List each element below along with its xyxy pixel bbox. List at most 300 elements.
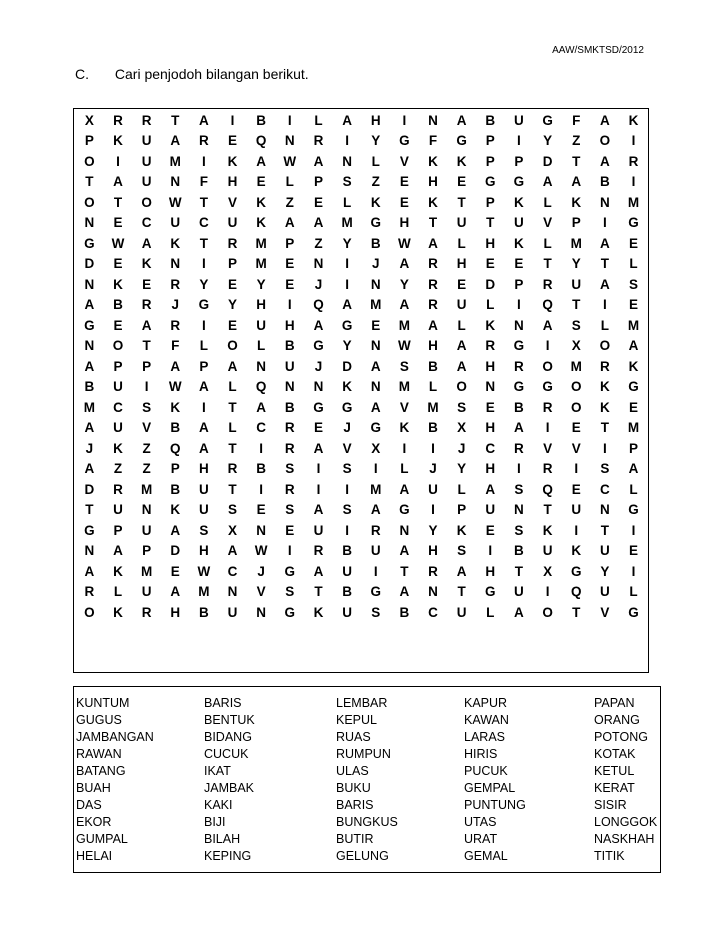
grid-letter[interactable]: Q bbox=[570, 584, 582, 600]
grid-letter[interactable]: K bbox=[542, 522, 553, 538]
grid-letter[interactable]: I bbox=[287, 543, 292, 559]
grid-letter[interactable]: G bbox=[84, 317, 95, 333]
grid-letter[interactable]: K bbox=[170, 235, 181, 251]
grid-letter[interactable]: G bbox=[84, 235, 95, 251]
grid-letter[interactable]: R bbox=[313, 133, 324, 149]
grid-letter[interactable]: T bbox=[457, 194, 466, 210]
grid-letter[interactable]: S bbox=[514, 522, 524, 538]
grid-letter[interactable]: Y bbox=[543, 133, 553, 149]
grid-letter[interactable]: K bbox=[113, 133, 123, 149]
grid-letter[interactable]: N bbox=[84, 276, 95, 292]
grid-letter[interactable]: R bbox=[428, 256, 438, 272]
grid-letter[interactable]: B bbox=[84, 379, 95, 395]
grid-letter[interactable]: A bbox=[313, 153, 324, 169]
grid-letter[interactable]: A bbox=[113, 543, 123, 559]
grid-letter[interactable]: Z bbox=[285, 194, 294, 210]
grid-letter[interactable]: S bbox=[342, 502, 352, 518]
grid-letter[interactable]: U bbox=[141, 174, 152, 190]
grid-letter[interactable]: R bbox=[227, 461, 238, 477]
grid-letter[interactable]: A bbox=[342, 112, 352, 128]
grid-letter[interactable]: A bbox=[199, 440, 209, 456]
grid-letter[interactable]: H bbox=[428, 338, 438, 354]
grid-letter[interactable]: X bbox=[371, 440, 381, 456]
grid-letter[interactable]: D bbox=[84, 256, 95, 272]
grid-letter[interactable]: K bbox=[342, 379, 352, 395]
grid-letter[interactable]: T bbox=[142, 338, 151, 354]
grid-letter[interactable]: K bbox=[599, 379, 610, 395]
grid-letter[interactable]: M bbox=[255, 256, 267, 272]
grid-letter[interactable]: H bbox=[399, 215, 410, 231]
grid-letter[interactable]: P bbox=[199, 358, 209, 374]
grid-letter[interactable]: I bbox=[345, 256, 349, 272]
grid-letter[interactable]: T bbox=[600, 522, 609, 538]
grid-letter[interactable]: R bbox=[514, 358, 524, 374]
grid-letter[interactable]: E bbox=[514, 256, 524, 272]
grid-letter[interactable]: G bbox=[628, 604, 639, 620]
grid-letter[interactable]: B bbox=[170, 481, 181, 497]
grid-letter[interactable]: U bbox=[485, 502, 496, 518]
grid-letter[interactable]: I bbox=[202, 153, 206, 169]
grid-letter[interactable]: C bbox=[599, 481, 610, 497]
grid-letter[interactable]: A bbox=[313, 440, 324, 456]
grid-letter[interactable]: I bbox=[517, 461, 521, 477]
grid-letter[interactable]: V bbox=[571, 440, 581, 456]
grid-letter[interactable]: V bbox=[142, 420, 152, 436]
grid-letter[interactable]: N bbox=[256, 522, 267, 538]
grid-letter[interactable]: C bbox=[113, 399, 123, 415]
grid-letter[interactable]: D bbox=[542, 153, 553, 169]
grid-letter[interactable]: G bbox=[313, 338, 324, 354]
grid-letter[interactable]: H bbox=[428, 174, 438, 190]
grid-letter[interactable]: E bbox=[228, 133, 238, 149]
grid-letter[interactable]: A bbox=[428, 317, 438, 333]
grid-letter[interactable]: K bbox=[571, 194, 582, 210]
grid-letter[interactable]: T bbox=[171, 112, 180, 128]
grid-letter[interactable]: U bbox=[227, 215, 238, 231]
grid-letter[interactable]: Z bbox=[572, 133, 581, 149]
grid-letter[interactable]: I bbox=[431, 502, 435, 518]
grid-letter[interactable]: A bbox=[227, 543, 238, 559]
grid-letter[interactable]: N bbox=[485, 379, 496, 395]
grid-letter[interactable]: S bbox=[342, 461, 352, 477]
grid-letter[interactable]: T bbox=[457, 584, 466, 600]
grid-letter[interactable]: X bbox=[571, 338, 581, 354]
grid-letter[interactable]: U bbox=[456, 297, 467, 313]
grid-letter[interactable]: E bbox=[399, 174, 409, 190]
grid-letter[interactable]: R bbox=[428, 276, 438, 292]
grid-letter[interactable]: M bbox=[398, 379, 410, 395]
grid-letter[interactable]: H bbox=[284, 317, 295, 333]
grid-letter[interactable]: O bbox=[599, 338, 611, 354]
grid-letter[interactable]: E bbox=[571, 420, 581, 436]
grid-letter[interactable]: E bbox=[285, 276, 295, 292]
grid-letter[interactable]: E bbox=[228, 276, 238, 292]
grid-letter[interactable]: U bbox=[342, 604, 352, 620]
grid-letter[interactable]: V bbox=[342, 440, 352, 456]
grid-letter[interactable]: A bbox=[284, 215, 295, 231]
grid-letter[interactable]: I bbox=[373, 563, 378, 579]
grid-letter[interactable]: G bbox=[284, 604, 296, 620]
grid-letter[interactable]: E bbox=[285, 256, 295, 272]
grid-letter[interactable]: I bbox=[202, 256, 206, 272]
grid-letter[interactable]: I bbox=[602, 215, 607, 231]
grid-letter[interactable]: K bbox=[628, 112, 639, 128]
grid-letter[interactable]: R bbox=[199, 133, 209, 149]
grid-letter[interactable]: M bbox=[140, 481, 153, 497]
grid-letter[interactable]: J bbox=[257, 563, 265, 579]
grid-letter[interactable]: G bbox=[628, 502, 639, 518]
grid-letter[interactable]: I bbox=[631, 133, 636, 149]
grid-letter[interactable]: G bbox=[628, 379, 639, 395]
grid-letter[interactable]: I bbox=[316, 481, 321, 497]
grid-letter[interactable]: K bbox=[428, 194, 438, 210]
grid-letter[interactable]: I bbox=[545, 338, 550, 354]
grid-letter[interactable]: L bbox=[428, 379, 438, 395]
grid-letter[interactable]: U bbox=[514, 112, 524, 128]
grid-letter[interactable]: A bbox=[514, 604, 524, 620]
grid-letter[interactable]: W bbox=[254, 543, 268, 559]
grid-letter[interactable]: R bbox=[485, 338, 496, 354]
grid-letter[interactable]: A bbox=[599, 112, 610, 128]
grid-letter[interactable]: L bbox=[199, 338, 208, 354]
grid-letter[interactable]: U bbox=[199, 502, 209, 518]
grid-letter[interactable]: M bbox=[570, 235, 582, 251]
grid-letter[interactable]: K bbox=[399, 420, 410, 436]
grid-letter[interactable]: L bbox=[342, 194, 352, 210]
grid-letter[interactable]: B bbox=[399, 604, 410, 620]
grid-letter[interactable]: U bbox=[313, 522, 324, 538]
grid-letter[interactable]: P bbox=[571, 215, 581, 231]
grid-letter[interactable]: K bbox=[514, 235, 524, 251]
grid-letter[interactable]: I bbox=[345, 133, 349, 149]
grid-letter[interactable]: B bbox=[256, 112, 267, 128]
grid-letter[interactable]: I bbox=[259, 440, 264, 456]
grid-letter[interactable]: S bbox=[457, 543, 467, 559]
grid-letter[interactable]: G bbox=[198, 297, 210, 313]
grid-letter[interactable]: A bbox=[84, 461, 95, 477]
grid-letter[interactable]: E bbox=[142, 276, 152, 292]
grid-letter[interactable]: T bbox=[543, 256, 552, 272]
grid-letter[interactable]: P bbox=[485, 194, 495, 210]
grid-letter[interactable]: E bbox=[628, 297, 638, 313]
grid-letter[interactable]: N bbox=[313, 379, 324, 395]
grid-letter[interactable]: B bbox=[342, 584, 352, 600]
grid-letter[interactable]: Q bbox=[542, 297, 553, 313]
grid-letter[interactable]: A bbox=[399, 256, 410, 272]
grid-letter[interactable]: R bbox=[284, 420, 295, 436]
grid-letter[interactable]: O bbox=[570, 399, 582, 415]
grid-letter[interactable]: C bbox=[485, 440, 496, 456]
grid-letter[interactable]: G bbox=[284, 563, 296, 579]
grid-letter[interactable]: T bbox=[314, 584, 323, 600]
grid-letter[interactable]: I bbox=[488, 543, 493, 559]
grid-letter[interactable]: M bbox=[627, 317, 640, 333]
grid-letter[interactable]: L bbox=[486, 604, 495, 620]
grid-letter[interactable]: N bbox=[170, 256, 181, 272]
grid-letter[interactable]: T bbox=[85, 174, 94, 190]
grid-letter[interactable]: F bbox=[428, 133, 438, 149]
grid-letter[interactable]: G bbox=[513, 338, 525, 354]
grid-letter[interactable]: T bbox=[400, 563, 409, 579]
grid-letter[interactable]: P bbox=[514, 153, 524, 169]
grid-letter[interactable]: R bbox=[542, 399, 553, 415]
grid-letter[interactable]: A bbox=[313, 317, 324, 333]
grid-letter[interactable]: M bbox=[370, 481, 382, 497]
grid-letter[interactable]: M bbox=[398, 317, 410, 333]
grid-letter[interactable]: X bbox=[457, 420, 467, 436]
grid-letter[interactable]: A bbox=[170, 522, 181, 538]
grid-letter[interactable]: R bbox=[599, 358, 610, 374]
grid-letter[interactable]: Y bbox=[342, 338, 352, 354]
grid-letter[interactable]: N bbox=[84, 543, 95, 559]
grid-letter[interactable]: N bbox=[84, 338, 95, 354]
grid-letter[interactable]: I bbox=[202, 317, 206, 333]
grid-letter[interactable]: G bbox=[542, 112, 553, 128]
grid-letter[interactable]: G bbox=[485, 584, 496, 600]
grid-letter[interactable]: S bbox=[342, 174, 352, 190]
grid-letter[interactable]: C bbox=[199, 215, 209, 231]
grid-letter[interactable]: A bbox=[141, 317, 152, 333]
grid-letter[interactable]: J bbox=[429, 461, 437, 477]
grid-letter[interactable]: I bbox=[230, 112, 235, 128]
grid-letter[interactable]: E bbox=[313, 194, 323, 210]
grid-letter[interactable]: U bbox=[141, 522, 152, 538]
grid-letter[interactable]: A bbox=[399, 481, 410, 497]
grid-letter[interactable]: A bbox=[84, 297, 95, 313]
grid-letter[interactable]: Y bbox=[228, 297, 238, 313]
grid-letter[interactable]: A bbox=[170, 133, 181, 149]
grid-letter[interactable]: K bbox=[599, 399, 610, 415]
grid-letter[interactable]: B bbox=[170, 420, 181, 436]
grid-letter[interactable]: Y bbox=[600, 563, 610, 579]
grid-letter[interactable]: H bbox=[485, 420, 496, 436]
grid-letter[interactable]: C bbox=[428, 604, 438, 620]
grid-letter[interactable]: H bbox=[199, 461, 209, 477]
grid-letter[interactable]: A bbox=[370, 358, 381, 374]
grid-letter[interactable]: U bbox=[456, 215, 467, 231]
grid-letter[interactable]: H bbox=[256, 297, 267, 313]
grid-letter[interactable]: A bbox=[113, 174, 123, 190]
grid-letter[interactable]: E bbox=[457, 174, 467, 190]
grid-letter[interactable]: P bbox=[313, 174, 323, 190]
grid-letter[interactable]: A bbox=[84, 563, 95, 579]
grid-letter[interactable]: R bbox=[170, 317, 181, 333]
grid-letter[interactable]: L bbox=[113, 584, 123, 600]
grid-letter[interactable]: M bbox=[570, 358, 582, 374]
grid-letter[interactable]: H bbox=[170, 604, 181, 620]
grid-letter[interactable]: D bbox=[84, 481, 95, 497]
grid-letter[interactable]: K bbox=[256, 194, 267, 210]
grid-letter[interactable]: L bbox=[228, 379, 237, 395]
grid-letter[interactable]: U bbox=[599, 584, 610, 600]
grid-letter[interactable]: K bbox=[571, 543, 582, 559]
grid-letter[interactable]: U bbox=[514, 215, 524, 231]
grid-letter[interactable]: M bbox=[140, 563, 153, 579]
grid-letter[interactable]: U bbox=[256, 317, 267, 333]
grid-letter[interactable]: E bbox=[371, 317, 381, 333]
grid-letter[interactable]: T bbox=[228, 481, 237, 497]
grid-letter[interactable]: G bbox=[84, 522, 95, 538]
grid-letter[interactable]: I bbox=[517, 133, 521, 149]
grid-letter[interactable]: S bbox=[285, 461, 295, 477]
grid-letter[interactable]: U bbox=[571, 502, 582, 518]
grid-letter[interactable]: S bbox=[399, 358, 409, 374]
grid-letter[interactable]: A bbox=[256, 399, 267, 415]
grid-letter[interactable]: A bbox=[342, 297, 352, 313]
grid-letter[interactable]: I bbox=[602, 440, 607, 456]
grid-letter[interactable]: T bbox=[572, 604, 581, 620]
grid-letter[interactable]: T bbox=[486, 215, 495, 231]
grid-letter[interactable]: U bbox=[514, 584, 524, 600]
grid-letter[interactable]: Y bbox=[342, 235, 352, 251]
grid-letter[interactable]: N bbox=[599, 502, 610, 518]
grid-letter[interactable]: S bbox=[142, 399, 152, 415]
grid-letter[interactable]: N bbox=[284, 379, 295, 395]
grid-letter[interactable]: A bbox=[313, 502, 324, 518]
grid-letter[interactable]: H bbox=[370, 112, 381, 128]
grid-letter[interactable]: W bbox=[168, 194, 182, 210]
grid-letter[interactable]: A bbox=[428, 235, 438, 251]
grid-letter[interactable]: V bbox=[543, 215, 553, 231]
grid-letter[interactable]: J bbox=[314, 358, 323, 374]
grid-letter[interactable]: P bbox=[142, 543, 152, 559]
grid-letter[interactable]: R bbox=[542, 276, 553, 292]
grid-letter[interactable]: O bbox=[84, 604, 95, 620]
grid-letter[interactable]: E bbox=[228, 317, 238, 333]
grid-letter[interactable]: A bbox=[456, 358, 467, 374]
grid-letter[interactable]: I bbox=[287, 112, 292, 128]
grid-letter[interactable]: P bbox=[84, 133, 94, 149]
grid-letter[interactable]: Q bbox=[313, 297, 324, 313]
grid-letter[interactable]: A bbox=[399, 543, 410, 559]
grid-letter[interactable]: O bbox=[84, 153, 95, 169]
grid-letter[interactable]: T bbox=[428, 215, 438, 231]
grid-letter[interactable]: T bbox=[199, 194, 208, 210]
grid-letter[interactable]: I bbox=[631, 522, 636, 538]
grid-letter[interactable]: L bbox=[285, 174, 294, 190]
grid-letter[interactable]: T bbox=[572, 153, 581, 169]
grid-letter[interactable]: E bbox=[571, 481, 581, 497]
grid-letter[interactable]: O bbox=[141, 194, 152, 210]
grid-letter[interactable]: A bbox=[571, 174, 582, 190]
grid-letter[interactable]: N bbox=[170, 174, 181, 190]
grid-letter[interactable]: G bbox=[341, 399, 353, 415]
grid-letter[interactable]: H bbox=[485, 563, 496, 579]
grid-letter[interactable]: W bbox=[111, 235, 125, 251]
grid-letter[interactable]: N bbox=[313, 256, 324, 272]
grid-letter[interactable]: W bbox=[397, 338, 411, 354]
grid-letter[interactable]: V bbox=[256, 584, 266, 600]
grid-letter[interactable]: S bbox=[228, 502, 238, 518]
grid-letter[interactable]: U bbox=[199, 481, 209, 497]
grid-letter[interactable]: X bbox=[543, 563, 553, 579]
grid-letter[interactable]: Y bbox=[256, 276, 266, 292]
grid-letter[interactable]: G bbox=[399, 502, 410, 518]
grid-letter[interactable]: V bbox=[600, 604, 610, 620]
grid-letter[interactable]: K bbox=[113, 276, 123, 292]
grid-letter[interactable]: E bbox=[628, 235, 638, 251]
grid-letter[interactable]: I bbox=[631, 563, 636, 579]
grid-letter[interactable]: B bbox=[514, 543, 524, 559]
grid-letter[interactable]: A bbox=[256, 153, 267, 169]
grid-letter[interactable]: G bbox=[370, 215, 381, 231]
grid-letter[interactable]: T bbox=[85, 502, 94, 518]
grid-letter[interactable]: T bbox=[199, 235, 208, 251]
grid-letter[interactable]: L bbox=[228, 420, 237, 436]
grid-letter[interactable]: E bbox=[485, 256, 495, 272]
grid-letter[interactable]: A bbox=[485, 481, 496, 497]
grid-letter[interactable]: A bbox=[227, 358, 238, 374]
grid-letter[interactable]: A bbox=[399, 297, 410, 313]
grid-letter[interactable]: B bbox=[428, 358, 438, 374]
grid-letter[interactable]: F bbox=[199, 174, 208, 190]
grid-letter[interactable]: B bbox=[428, 420, 438, 436]
grid-letter[interactable]: E bbox=[313, 420, 323, 436]
grid-letter[interactable]: M bbox=[198, 584, 210, 600]
grid-letter[interactable]: E bbox=[256, 174, 266, 190]
grid-letter[interactable]: N bbox=[370, 379, 381, 395]
grid-letter[interactable]: L bbox=[457, 235, 466, 251]
grid-letter[interactable]: U bbox=[428, 481, 438, 497]
grid-letter[interactable]: I bbox=[345, 522, 349, 538]
grid-letter[interactable]: I bbox=[602, 297, 607, 313]
grid-letter[interactable]: D bbox=[485, 276, 496, 292]
grid-letter[interactable]: N bbox=[514, 502, 524, 518]
grid-letter[interactable]: N bbox=[428, 112, 438, 128]
grid-letter[interactable]: A bbox=[399, 584, 410, 600]
grid-letter[interactable]: K bbox=[370, 194, 381, 210]
grid-letter[interactable]: P bbox=[485, 133, 495, 149]
grid-letter[interactable]: A bbox=[313, 563, 324, 579]
grid-letter[interactable]: H bbox=[485, 235, 496, 251]
grid-letter[interactable]: E bbox=[485, 399, 495, 415]
grid-letter[interactable]: L bbox=[543, 194, 552, 210]
grid-letter[interactable]: K bbox=[428, 153, 438, 169]
grid-letter[interactable]: R bbox=[542, 461, 553, 477]
grid-letter[interactable]: B bbox=[485, 112, 496, 128]
grid-letter[interactable]: A bbox=[599, 235, 610, 251]
grid-letter[interactable]: Z bbox=[371, 174, 380, 190]
grid-letter[interactable]: L bbox=[486, 297, 495, 313]
grid-letter[interactable]: N bbox=[141, 502, 152, 518]
grid-letter[interactable]: U bbox=[113, 502, 123, 518]
grid-letter[interactable]: A bbox=[628, 461, 639, 477]
grid-letter[interactable]: S bbox=[514, 481, 524, 497]
grid-letter[interactable]: A bbox=[456, 563, 467, 579]
grid-letter[interactable]: G bbox=[513, 379, 525, 395]
grid-letter[interactable]: J bbox=[314, 276, 323, 292]
grid-letter[interactable]: N bbox=[599, 194, 610, 210]
grid-letter[interactable]: A bbox=[141, 235, 152, 251]
grid-letter[interactable]: I bbox=[631, 174, 636, 190]
grid-letter[interactable]: I bbox=[345, 481, 349, 497]
grid-letter[interactable]: P bbox=[228, 256, 238, 272]
grid-letter[interactable]: S bbox=[457, 399, 467, 415]
grid-letter[interactable]: Y bbox=[571, 256, 581, 272]
grid-letter[interactable]: G bbox=[628, 215, 639, 231]
grid-letter[interactable]: Q bbox=[169, 440, 181, 456]
grid-letter[interactable]: R bbox=[628, 153, 639, 169]
grid-letter[interactable]: O bbox=[599, 133, 611, 149]
grid-letter[interactable]: J bbox=[457, 440, 466, 456]
grid-letter[interactable]: E bbox=[113, 317, 123, 333]
grid-letter[interactable]: M bbox=[341, 215, 353, 231]
grid-letter[interactable]: A bbox=[599, 153, 610, 169]
grid-letter[interactable]: L bbox=[543, 235, 552, 251]
grid-letter[interactable]: A bbox=[542, 317, 553, 333]
grid-letter[interactable]: K bbox=[113, 440, 123, 456]
grid-letter[interactable]: A bbox=[514, 420, 524, 436]
